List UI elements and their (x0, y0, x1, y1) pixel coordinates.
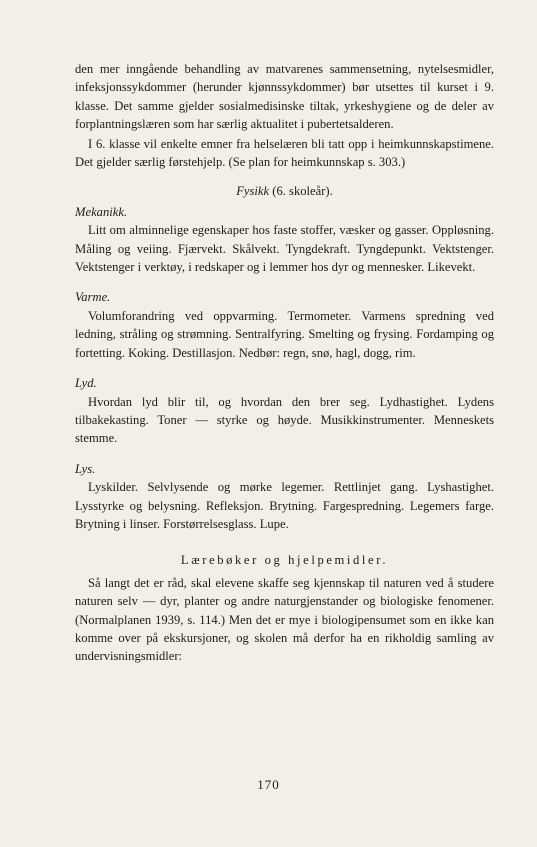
page-body (75, 60, 494, 666)
section-text: Litt om alminnelige egenskaper hos faste stoffer, væsker og gasser. Oppløsning. Måling og veiing. Fjærvekt. Skålvekt. Tyngdekraft. Tyngdepunkt. Vektstenger. Vektstenger i verktøy, i redskaper og i lemmer hos dyr og mennesker. Likevekt. (75, 223, 494, 275)
section-lyd (75, 374, 494, 448)
laereboker-title: Lærebøker og hjelpemidler. (180, 553, 389, 568)
section-heading: Lys. (75, 461, 96, 476)
section-mekanikk (75, 203, 494, 277)
intro-paragraph-2: I 6. klasse vil enkelte emner fra helselæren bli tatt opp i heimkunnskapstimene. Det gjelder særlig førstehjelp. (Se plan for heimkunnskap s. 303.) (75, 136, 494, 170)
section-text: Hvordan lyd blir til, og hvordan den brer seg. Lydhastighet. Lydens tilbakekasting. Toner — styrke og høyde. Musikkinstrumenter. Menneskets stemme. (75, 394, 494, 446)
fysikk-title-main: Fysikk (236, 184, 270, 199)
section-heading: Lyd. (75, 376, 97, 391)
section-varme (75, 288, 494, 362)
section-heading: Mekanikk. (75, 204, 128, 219)
page-number: 170 (257, 777, 280, 792)
fysikk-title-rest: (6. skoleår). (269, 184, 333, 199)
section-text: Lyskilder. Selvlysende og mørke legemer. Rettlinjet gang. Lyshastighet. Lysstyrke og belysning. Refleksjon. Brytning. Fargespredning. Legemers farge. Brytning i linser. Forstørrelsesglass. Lupe. (75, 480, 494, 531)
section-lys (75, 460, 494, 534)
section-text: Volumforandring ved oppvarming. Termometer. Varmens spredning ved ledning, stråling og strømning. Sentralfyring. Smelting og frysing. Fordamping og fortetting. Koking. Destillasjon. Nedbør: regn, snø, hagl, dogg, rim. (75, 308, 494, 360)
laereboker-text: Så langt det er råd, skal elevene skaffe seg kjennskap til naturen ved å studere naturen selv — dyr, planter og andre naturgjenstander og biologiske fenomener. (Normalplanen 1939, s. 114.) Men det er mye i biologipensumet som en ikke kan komme over på ekskursjoner, og skolen må derfor ha en rikholdig samling av undervisningsmidler: (75, 575, 494, 664)
intro-paragraph-1: den mer inngående behandling av matvarenes sammensetning, nytelsesmidler, infeksjonssykdommer (herunder kjønnssykdommer) bør utsettes til kurset i 9. klasse. Det samme gjelder sosialmedisinske tiltak, yrkeshygiene og de deler av forplantningslæren som har særlig aktualitet i pubertetsalderen. (75, 62, 494, 132)
fysikk-title (75, 182, 494, 200)
section-heading: Varme. (75, 290, 111, 305)
